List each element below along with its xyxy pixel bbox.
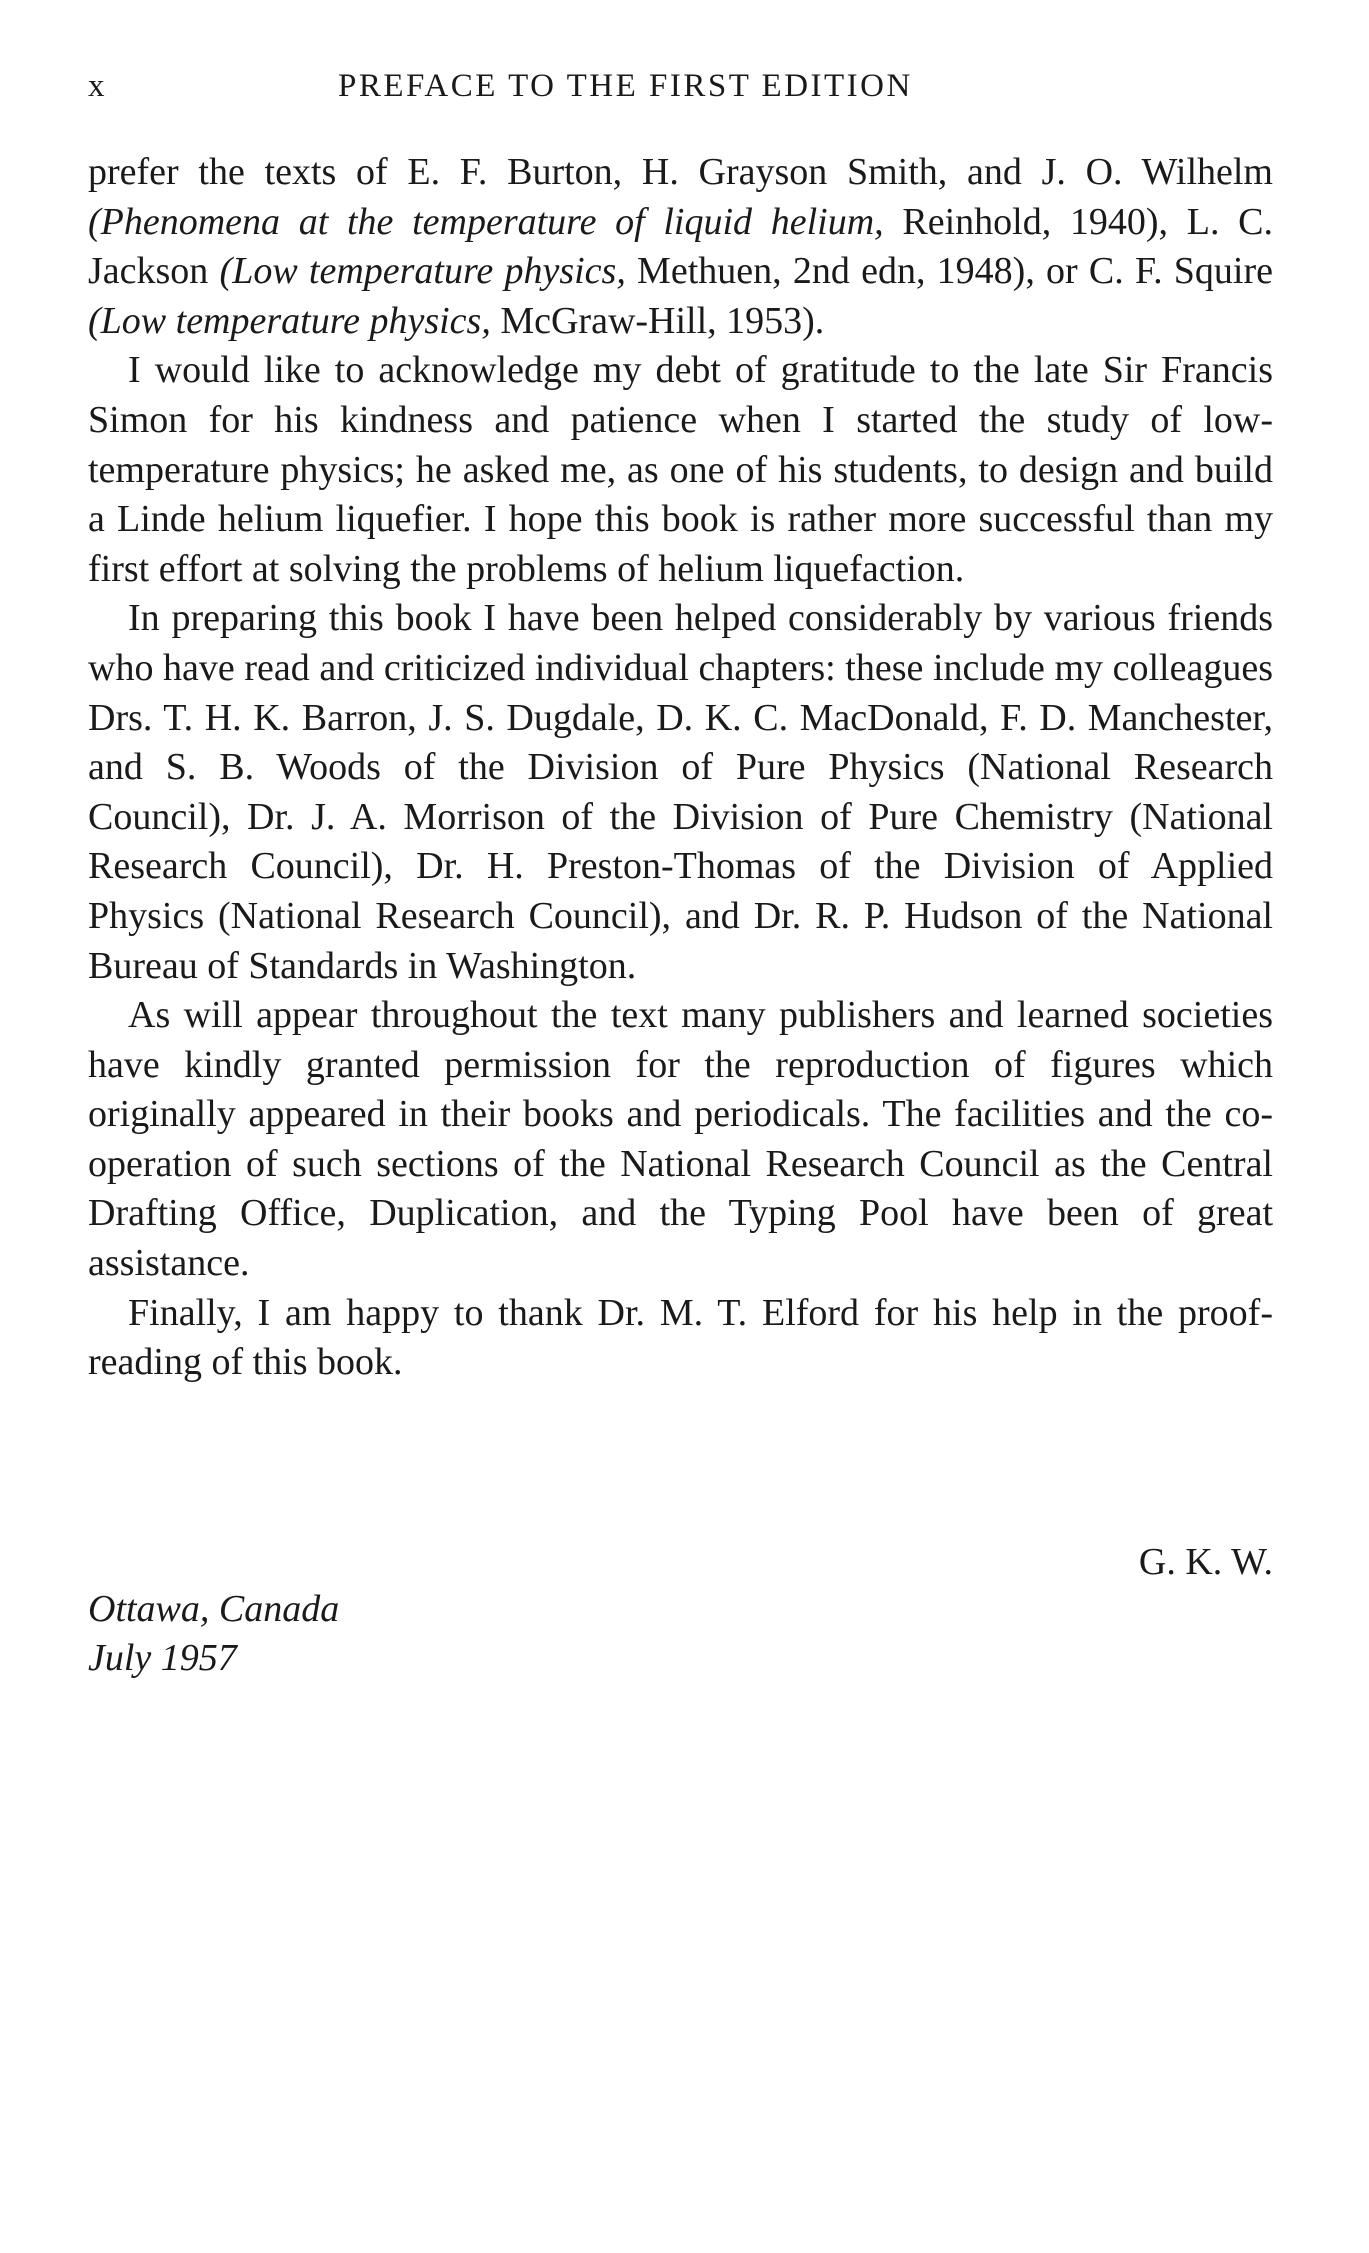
book-title-phenomena: (Phenomena at the temperature of liquid helium, [88,200,884,243]
page-number: x [88,68,107,104]
paragraph-4: As will appear throughout the text many publishers and learned societies have kindly granted permission for the reproduction of figures which originally appeared in their books and periodicals. The facilities and the co-operation of such sections of the National Research Council as the Central Drafting Office, Duplication, and the Typing Pool have been of great assistance. [88,994,1273,1285]
paragraph-1-text-d: McGraw-Hill, 1953). [490,299,825,342]
running-title: PREFACE TO THE FIRST EDITION [338,68,913,104]
place-city: Ottawa, Canada [88,1588,340,1630]
place-and-date [88,1585,339,1683]
place-date: July 1957 [88,1637,237,1679]
preface-body [88,148,1273,1388]
paragraph-2: I would like to acknowledge my debt of gratitude to the late Sir Francis Simon for his kindness and patience when I started the study of low-temperature physics; he asked me, as one of his students, to design and build a Linde helium liquefier. I hope this book is rather more successful than my first effort at solving the problems of helium liquefaction. [88,349,1273,590]
author-initials: G. K. W. [1138,1541,1273,1583]
paragraph-1-text-b: Reinhold, 1940), L. C. Jackson [88,200,1273,293]
paragraph-1-text-a: prefer the texts of E. F. Burton, H. Grayson Smith, and J. O. Wilhelm [88,151,1273,193]
book-title-jackson: (Low temperature physics, [219,250,626,293]
running-head [88,68,1273,112]
paragraph-5: Finally, I am happy to thank Dr. M. T. Elford for his help in the proof-reading of this book. [88,1291,1273,1384]
book-title-squire: (Low temperature physics, [88,299,491,342]
paragraph-1 [88,148,1273,346]
paragraph-1-text-c: Methuen, 2nd edn, 1948), or C. F. Squire [625,250,1274,293]
paragraph-3: In preparing this book I have been helped considerably by various friends who have read and criticized individual chapters: these include my colleagues Drs. T. H. K. Barron, J. S. Dugdale, D. K. C. MacDonald, F. D. Manchester, and S. B. Woods of the Division of Pure Physics (National Research Council), Dr. J. A. Morrison of the Division of Pure Chemistry (National Research Council), Dr. H. Preston-Thomas of the Division of Applied Physics (National Research Council), and Dr. R. P. Hudson of the National Bureau of Standards in Washington. [88,597,1273,987]
